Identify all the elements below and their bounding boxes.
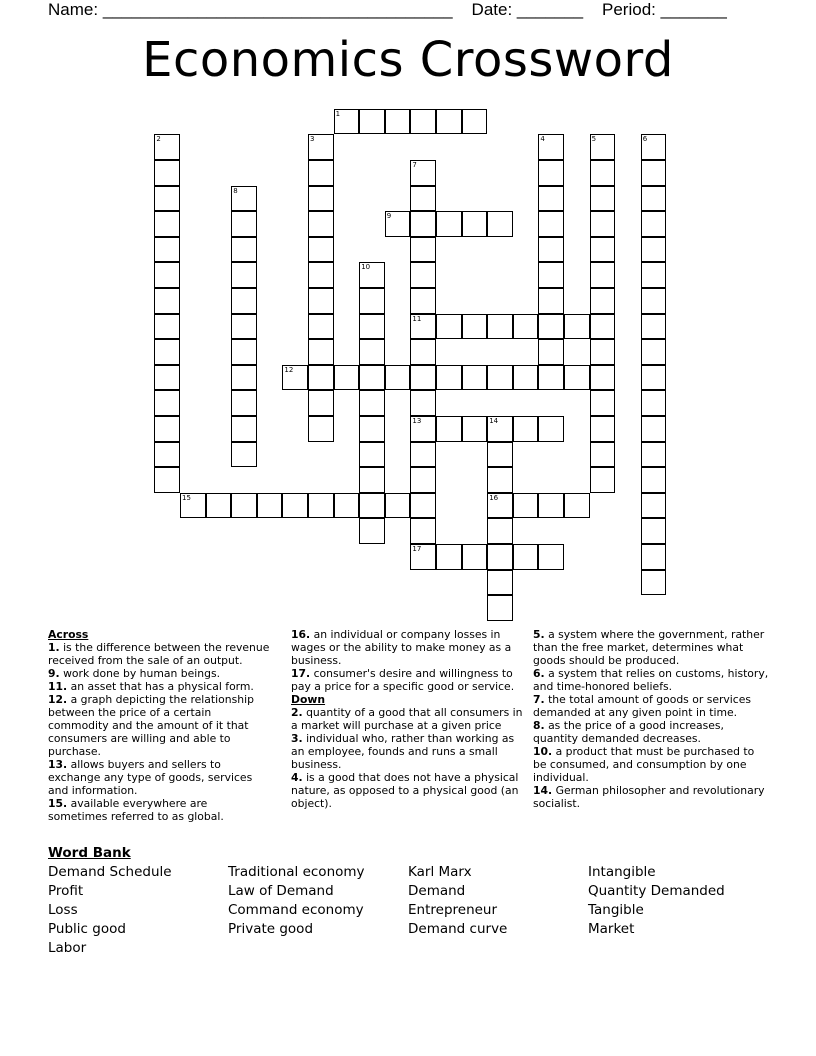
crossword-cell[interactable] bbox=[154, 314, 180, 340]
clues-column-2 bbox=[291, 628, 527, 810]
date-field[interactable]: _______ bbox=[516, 0, 584, 19]
crossword-cell[interactable] bbox=[308, 262, 334, 288]
crossword-cell[interactable] bbox=[154, 288, 180, 314]
crossword-cell[interactable] bbox=[180, 493, 206, 519]
crossword-cell[interactable] bbox=[538, 237, 564, 263]
crossword-cell[interactable] bbox=[462, 365, 488, 391]
crossword-cell[interactable] bbox=[641, 365, 667, 391]
crossword-cell[interactable] bbox=[359, 442, 385, 468]
clue-down-3: 3. individual who, rather than working as an employee, founds and runs a small business. bbox=[291, 732, 515, 771]
clue-number-label: 3 bbox=[310, 135, 315, 144]
clue-down-2: 2. quantity of a good that all consumers in a market will purchase at a given price bbox=[291, 706, 523, 732]
crossword-cell[interactable] bbox=[590, 416, 616, 442]
clue-across-11: 11. an asset that has a physical form. bbox=[48, 680, 254, 693]
crossword-cell[interactable] bbox=[487, 544, 513, 570]
crossword-cell[interactable] bbox=[462, 314, 488, 340]
crossword-cell[interactable] bbox=[564, 314, 590, 340]
crossword-cell[interactable] bbox=[334, 109, 360, 135]
crossword-cell[interactable] bbox=[538, 160, 564, 186]
crossword-cell[interactable] bbox=[590, 160, 616, 186]
crossword-cell[interactable] bbox=[590, 390, 616, 416]
crossword-cell[interactable] bbox=[359, 518, 385, 544]
period-label: Period: bbox=[602, 0, 656, 19]
crossword-cell[interactable] bbox=[154, 365, 180, 391]
crossword-cell[interactable] bbox=[359, 109, 385, 135]
crossword-cell[interactable] bbox=[154, 467, 180, 493]
crossword-cell[interactable] bbox=[590, 365, 616, 391]
word-bank-item: Public good bbox=[48, 921, 126, 937]
date-label: Date: bbox=[471, 0, 513, 19]
crossword-cell[interactable] bbox=[308, 186, 334, 212]
crossword-cell[interactable] bbox=[590, 237, 616, 263]
crossword-cell[interactable] bbox=[359, 365, 385, 391]
word-bank-item: Entrepreneur bbox=[408, 902, 498, 918]
crossword-cell[interactable] bbox=[308, 237, 334, 263]
clue-down-5: 5. a system where the government, rather than the free market, determines what goods should be produced. bbox=[533, 628, 765, 667]
clue-down-6: 6. a system that relies on customs, history, and time-honored beliefs. bbox=[533, 667, 769, 693]
word-bank-item: Market bbox=[588, 921, 635, 937]
word-bank-item: Karl Marx bbox=[408, 864, 472, 880]
clue-down-4: 4. is a good that does not have a physical nature, as opposed to a physical good (an object). bbox=[291, 771, 519, 810]
crossword-cell[interactable] bbox=[641, 186, 667, 212]
period-field[interactable]: _______ bbox=[660, 0, 727, 19]
word-bank-item: Command economy bbox=[228, 902, 364, 918]
crossword-cell[interactable] bbox=[513, 365, 539, 391]
crossword-cell[interactable] bbox=[334, 493, 360, 519]
crossword-cell[interactable] bbox=[590, 314, 616, 340]
crossword-cell[interactable] bbox=[641, 467, 667, 493]
crossword-cell[interactable] bbox=[641, 544, 667, 570]
crossword-cell[interactable] bbox=[154, 339, 180, 365]
crossword-cell[interactable] bbox=[487, 595, 513, 621]
clues-column-3 bbox=[533, 628, 769, 810]
crossword-cell[interactable] bbox=[564, 365, 590, 391]
crossword-cell[interactable] bbox=[410, 467, 436, 493]
down-heading: Down bbox=[291, 693, 326, 706]
crossword-cell[interactable] bbox=[308, 211, 334, 237]
crossword-cell[interactable] bbox=[538, 186, 564, 212]
crossword-cell[interactable] bbox=[410, 390, 436, 416]
clue-number-label: 16 bbox=[489, 493, 499, 502]
crossword-cell[interactable] bbox=[231, 237, 257, 263]
clue-across-13: 13. allows buyers and sellers to exchange any type of goods, services and information. bbox=[48, 758, 253, 797]
crossword-cell[interactable] bbox=[410, 518, 436, 544]
word-bank-item: Demand bbox=[408, 883, 466, 899]
crossword-cell[interactable] bbox=[590, 288, 616, 314]
crossword-cell[interactable] bbox=[410, 416, 436, 442]
crossword-cell[interactable] bbox=[590, 262, 616, 288]
clue-down-10: 10. a product that must be purchased to be consumed, and consumption by one individual. bbox=[533, 745, 755, 784]
clue-down-8: 8. as the price of a good increases, quantity demanded decreases. bbox=[533, 719, 724, 745]
name-field[interactable]: _____________________________________ bbox=[102, 0, 453, 19]
crossword-cell[interactable] bbox=[513, 544, 539, 570]
crossword-cell[interactable] bbox=[334, 365, 360, 391]
crossword-cell[interactable] bbox=[641, 442, 667, 468]
crossword-cell[interactable] bbox=[641, 314, 667, 340]
crossword-cell[interactable] bbox=[359, 416, 385, 442]
crossword-cell[interactable] bbox=[410, 186, 436, 212]
word-bank-item: Loss bbox=[48, 902, 78, 918]
crossword-cell[interactable] bbox=[410, 160, 436, 186]
crossword-cell[interactable] bbox=[410, 339, 436, 365]
crossword-cell[interactable] bbox=[206, 493, 232, 519]
crossword-cell[interactable] bbox=[282, 493, 308, 519]
crossword-cell[interactable] bbox=[359, 467, 385, 493]
crossword-cell[interactable] bbox=[410, 237, 436, 263]
crossword-cell[interactable] bbox=[154, 134, 180, 160]
crossword-cell[interactable] bbox=[641, 416, 667, 442]
crossword-cell[interactable] bbox=[154, 416, 180, 442]
crossword-cell[interactable] bbox=[154, 211, 180, 237]
crossword-cell[interactable] bbox=[487, 467, 513, 493]
crossword-cell[interactable] bbox=[538, 416, 564, 442]
word-bank-item: Private good bbox=[228, 921, 314, 937]
crossword-cell[interactable] bbox=[231, 262, 257, 288]
clue-number-label: 4 bbox=[540, 135, 545, 144]
clue-number-label: 13 bbox=[412, 417, 422, 425]
crossword-cell[interactable] bbox=[231, 211, 257, 237]
clue-across-17: 17. consumer's desire and willingness to pay a price for a specific good or service. bbox=[291, 667, 515, 693]
word-bank-title: Word Bank bbox=[48, 845, 131, 861]
crossword-cell[interactable] bbox=[231, 493, 257, 519]
clue-down-7: 7. the total amount of goods or services demanded at any given point in time. bbox=[533, 693, 752, 719]
crossword-cell[interactable] bbox=[538, 493, 564, 519]
crossword-cell[interactable] bbox=[641, 518, 667, 544]
crossword-cell[interactable] bbox=[359, 390, 385, 416]
word-bank-item: Profit bbox=[48, 883, 84, 899]
name-label: Name: bbox=[48, 0, 99, 19]
crossword-cell[interactable] bbox=[308, 416, 334, 442]
crossword-cell[interactable] bbox=[231, 416, 257, 442]
crossword-cell[interactable] bbox=[462, 211, 488, 237]
crossword-cell[interactable] bbox=[641, 237, 667, 263]
crossword-cell[interactable] bbox=[590, 339, 616, 365]
crossword-cell[interactable] bbox=[385, 365, 411, 391]
clues-column-1 bbox=[48, 628, 270, 823]
crossword-cell[interactable] bbox=[154, 237, 180, 263]
word-bank-item: Law of Demand bbox=[228, 883, 334, 899]
crossword-cell[interactable] bbox=[641, 390, 667, 416]
crossword-cell[interactable] bbox=[154, 262, 180, 288]
crossword-cell[interactable] bbox=[308, 493, 334, 519]
crossword-cell[interactable] bbox=[538, 262, 564, 288]
crossword-cell[interactable] bbox=[385, 211, 411, 237]
crossword-cell[interactable] bbox=[462, 109, 488, 135]
crossword-cell[interactable] bbox=[641, 493, 667, 519]
crossword-cell[interactable] bbox=[410, 262, 436, 288]
word-bank-item: Intangible bbox=[588, 864, 656, 880]
crossword-cell[interactable] bbox=[641, 134, 667, 160]
clue-across-15: 15. available everywhere are sometimes referred to as global. bbox=[48, 797, 224, 823]
crossword-cell[interactable] bbox=[590, 134, 616, 160]
crossword-cell[interactable] bbox=[513, 416, 539, 442]
crossword-cell[interactable] bbox=[513, 314, 539, 340]
crossword-cell[interactable] bbox=[641, 211, 667, 237]
crossword-cell[interactable] bbox=[154, 390, 180, 416]
crossword-cell[interactable] bbox=[436, 544, 462, 570]
crossword-cell[interactable] bbox=[641, 288, 667, 314]
page-title: Economics Crossword bbox=[142, 32, 674, 88]
word-bank-item: Demand curve bbox=[408, 921, 508, 937]
crossword-cell[interactable] bbox=[564, 493, 590, 519]
crossword-cell[interactable] bbox=[436, 365, 462, 391]
crossword-cell[interactable] bbox=[641, 262, 667, 288]
crossword-cell[interactable] bbox=[538, 314, 564, 340]
crossword-cell[interactable] bbox=[410, 109, 436, 135]
crossword-cell[interactable] bbox=[487, 416, 513, 442]
clue-number-label: 2 bbox=[156, 135, 161, 144]
crossword-cell[interactable] bbox=[590, 467, 616, 493]
crossword-cell[interactable] bbox=[487, 442, 513, 468]
crossword-cell[interactable] bbox=[308, 365, 334, 391]
crossword-cell[interactable] bbox=[359, 314, 385, 340]
crossword-cell[interactable] bbox=[308, 339, 334, 365]
crossword-cell[interactable] bbox=[487, 570, 513, 596]
clue-across-1: 1. is the difference between the revenue received from the sale of an output. bbox=[48, 641, 270, 667]
crossword-cell[interactable] bbox=[231, 365, 257, 391]
crossword-cell[interactable] bbox=[410, 365, 436, 391]
crossword-cell[interactable] bbox=[436, 109, 462, 135]
crossword-cell[interactable] bbox=[590, 442, 616, 468]
clue-number-label: 8 bbox=[233, 186, 238, 195]
crossword-cell[interactable] bbox=[410, 288, 436, 314]
crossword-cell[interactable] bbox=[154, 160, 180, 186]
crossword-cell[interactable] bbox=[487, 493, 513, 519]
crossword-cell[interactable] bbox=[462, 544, 488, 570]
crossword-cell[interactable] bbox=[487, 211, 513, 237]
crossword-cell[interactable] bbox=[385, 493, 411, 519]
crossword-cell[interactable] bbox=[538, 134, 564, 160]
crossword-cell[interactable] bbox=[410, 211, 436, 237]
crossword-cell[interactable] bbox=[410, 442, 436, 468]
crossword-cell[interactable] bbox=[641, 570, 667, 596]
crossword-cell[interactable] bbox=[257, 493, 283, 519]
crossword-cell[interactable] bbox=[308, 288, 334, 314]
word-bank-item: Quantity Demanded bbox=[588, 883, 725, 899]
clue-number-label: 7 bbox=[412, 161, 417, 169]
crossword-cell[interactable] bbox=[538, 288, 564, 314]
clue-number-label: 11 bbox=[412, 314, 422, 323]
crossword-cell[interactable] bbox=[436, 211, 462, 237]
clue-number-label: 6 bbox=[642, 135, 648, 144]
crossword-cell[interactable] bbox=[436, 314, 462, 340]
clue-number-label: 12 bbox=[284, 365, 294, 374]
crossword-cell[interactable] bbox=[487, 314, 513, 340]
crossword-cell[interactable] bbox=[308, 160, 334, 186]
crossword-cell[interactable] bbox=[513, 493, 539, 519]
clue-number-label: 15 bbox=[182, 493, 191, 502]
crossword-cell[interactable] bbox=[410, 314, 436, 340]
crossword-cell[interactable] bbox=[359, 339, 385, 365]
crossword-cell[interactable] bbox=[410, 544, 436, 570]
crossword-cell[interactable] bbox=[590, 186, 616, 212]
clue-number-label: 5 bbox=[591, 135, 597, 144]
crossword-cell[interactable] bbox=[231, 288, 257, 314]
crossword-cell[interactable] bbox=[359, 262, 385, 288]
crossword-cell[interactable] bbox=[538, 211, 564, 237]
crossword-cell[interactable] bbox=[538, 365, 564, 391]
crossword-cell[interactable] bbox=[641, 339, 667, 365]
clue-number-label: 17 bbox=[412, 545, 422, 553]
crossword-cell[interactable] bbox=[385, 109, 411, 135]
crossword-cell[interactable] bbox=[231, 390, 257, 416]
crossword-cell[interactable] bbox=[538, 544, 564, 570]
crossword-cell[interactable] bbox=[359, 288, 385, 314]
crossword-cell[interactable] bbox=[231, 442, 257, 468]
clue-number-label: 14 bbox=[489, 417, 499, 425]
crossword-cell[interactable] bbox=[590, 211, 616, 237]
clue-across-16: 16. an individual or company losses in wages or the ability to make money as a business. bbox=[291, 628, 512, 667]
crossword-cell[interactable] bbox=[231, 339, 257, 365]
crossword-cell[interactable] bbox=[462, 416, 488, 442]
clue-number-label: 10 bbox=[361, 263, 371, 272]
crossword-cell[interactable] bbox=[359, 493, 385, 519]
clue-number-label: 1 bbox=[335, 109, 341, 118]
crossword-cell[interactable] bbox=[641, 160, 667, 186]
crossword-cell[interactable] bbox=[154, 186, 180, 212]
crossword-cell[interactable] bbox=[487, 365, 513, 391]
crossword-cell[interactable] bbox=[308, 314, 334, 340]
crossword-cell[interactable] bbox=[308, 390, 334, 416]
crossword-cell[interactable] bbox=[282, 365, 308, 391]
word-bank-item: Demand Schedule bbox=[48, 864, 172, 880]
crossword-cell[interactable] bbox=[231, 186, 257, 212]
crossword-cell[interactable] bbox=[231, 314, 257, 340]
crossword-cell[interactable] bbox=[410, 493, 436, 519]
crossword-cell[interactable] bbox=[436, 416, 462, 442]
word-bank-item: Traditional economy bbox=[228, 864, 365, 880]
word-bank-item: Tangible bbox=[588, 902, 644, 918]
crossword-cell[interactable] bbox=[487, 518, 513, 544]
clue-number-label: 9 bbox=[386, 212, 392, 221]
clue-across-12: 12. a graph depicting the relationship between the price of a certain commodity and the amount of it that consumers are willing and able to purchase. bbox=[48, 693, 254, 758]
crossword-cell[interactable] bbox=[538, 339, 564, 365]
across-heading: Across bbox=[48, 628, 89, 641]
word-bank-item: Labor bbox=[48, 940, 87, 956]
clue-down-14: 14. German philosopher and revolutionary socialist. bbox=[533, 784, 765, 810]
crossword-cell[interactable] bbox=[308, 134, 334, 160]
clue-across-9: 9. work done by human beings. bbox=[48, 667, 221, 680]
crossword-cell[interactable] bbox=[154, 442, 180, 468]
